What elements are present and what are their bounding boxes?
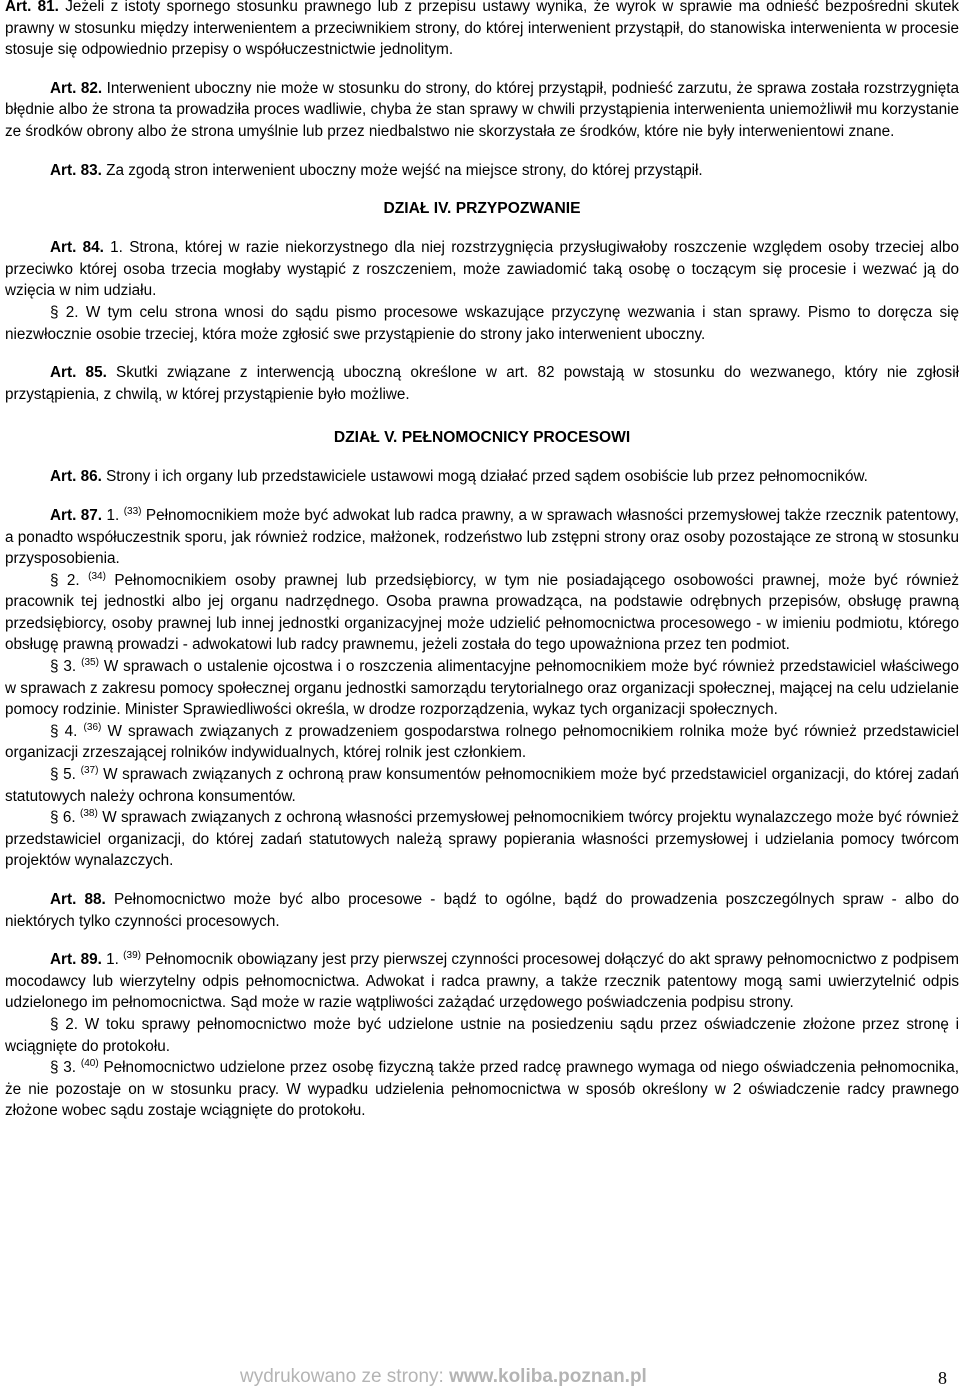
article-88: [5, 889, 959, 932]
article-text: Jeżeli z istoty spornego stosunku prawnego lub z przepisu ustawy wynika, że wyrok w sprawie ma odnieść bezpośredni skutek prawny w stosunku między interwenientem a przeciwnikiem strony, do której interwenient przystąpił, do stanowiska interwenienta w procesie stosuje się odpowiednio przepisy o współuczestnictwie jednolitym.: [5, 0, 959, 59]
paragraph-number: 1.: [106, 951, 119, 969]
paragraph-number: § 6.: [50, 809, 76, 827]
page-footer: [0, 1366, 960, 1396]
footnote-ref: (33): [123, 505, 142, 517]
paragraph-text: W sprawach związanych z ochroną praw konsumentów pełnomocnikiem może być przedstawiciel organizacji, do której zadań statutowych należy ochrona konsumentów.: [5, 766, 960, 805]
article-label: Art. 84.: [50, 239, 104, 257]
section-heading-dzial-v: DZIAŁ V. PEŁNOMOCNICY PROCESOWI: [333, 429, 631, 447]
article-label: Art. 85.: [50, 364, 107, 382]
paragraph-text: Pełnomocnikiem może być adwokat lub radca prawny, a w sprawach własności przemysłowej także rzecznik patentowy, a ponadto współuczestnik sporu, jak również rodzice, małżonek, rodzeństwo lub zstępni strony oraz osoby pozostające ze stroną w stosunku przysposobienia.: [5, 506, 960, 568]
article-84-paragraph-2: [5, 302, 959, 345]
article-87-paragraph-2: [5, 570, 959, 656]
article-89-paragraph-3: [5, 1057, 959, 1122]
article-82: [5, 78, 959, 143]
paragraph-number: § 2.: [50, 571, 80, 589]
page-number: 8: [938, 1368, 947, 1388]
article-83: [5, 160, 959, 182]
footnote-ref: (40): [80, 1058, 99, 1070]
footnote-ref: (34): [88, 570, 106, 582]
footnote-ref: (38): [80, 808, 98, 820]
paragraph-text: Pełnomocnictwo udzielone przez osobę fizyczną także przed radcę prawnego wymaga od niego oświadczenia pełnomocnika, że nie pozostaje on w stosunku pracy. W wypadku udzielenia pełnomocnictwa w sposób określony w 2 oświadczenie radcy prawnego złożone wobec sądu zostaje wciągnięte do protokołu.: [5, 1059, 960, 1120]
paragraph-text: W sprawach o ustalenie ojcostwa i o roszczenia alimentacyjne pełnomocnikiem może być również przedstawiciel właściwego w sprawach z zakresu pomocy społecznej organu jednostki samorządu terytorialnego oraz organizacji społecznej, mającej na celu udzielanie pomocy rodzinie. Minister Sprawiedliwości określa, w drodze rozporządzenia, wykaz tych organizacji społecznych.: [5, 658, 960, 719]
article-text: Za zgodą stron interwenient uboczny może wejść na miejsce strony, do której przystąpił.: [106, 161, 703, 179]
printed-from-label: wydrukowano ze strony:: [240, 1366, 450, 1387]
article-87-paragraph-6: [5, 807, 959, 872]
article-89: [5, 949, 959, 1014]
paragraph-text: Pełnomocnikiem osoby prawnej lub przedsiębiorcy, w tym nie posiadającego osobowości prawnej, może być również pracownik tej jednostki albo jej organu nadrzędnego. Osoba prawna prowadząca, na podstawie odrębnych przepisów, obsługę prawną przedsiębiorcy, osoby prawnej lub innej jednostki organizacyjnej może udzielić pełnomocnictwa procesowego - w imieniu podmiotu, którego obsługę prawną prowadzi - adwokatowi lub radcy prawnemu, jeżeli została do tego upoważniona przez ten podmiot.: [5, 571, 959, 654]
paragraph-number: § 4.: [50, 722, 78, 740]
section-heading-dzial-iv: DZIAŁ IV. PRZYPOZWANIE: [383, 200, 581, 218]
article-87-paragraph-5: [5, 764, 959, 807]
paragraph-number: § 5.: [50, 766, 76, 784]
printed-from-notice: [240, 1366, 647, 1388]
article-81: [5, 0, 959, 61]
article-text: Interwenient uboczny nie może w stosunku do strony, do której przystąpił, podnieść zarzutu, że sprawa została rozstrzygnięta błędnie albo że strona ta prowadziła proces wadliwie, chyba że stan sprawy w chwili przystąpienia interwenienta uniemożliwił mu korzystanie ze środków obrony albo że strona umyślnie lub przez niedbalstwo nie skorzystała ze środków, które nie były interwenientowi znane.: [5, 79, 960, 140]
footnote-ref: (36): [83, 721, 102, 733]
footnote-ref: (37): [80, 765, 99, 777]
article-label: Art. 87.: [50, 506, 103, 524]
article-label: Art. 81.: [5, 0, 59, 15]
article-label: Art. 83.: [50, 161, 102, 179]
paragraph-number: 1.: [110, 239, 123, 257]
paragraph-text: W sprawach związanych z prowadzeniem gospodarstwa rolnego pełnomocnikiem rolnika może być również przedstawiciel organizacji zrzeszającej rolników indywidualnych, której rolnik jest członkiem.: [5, 722, 960, 762]
paragraph-number: § 3.: [50, 658, 77, 676]
paragraph-text: W tym celu strona wnosi do sądu pismo procesowe wskazujące przyczynę wezwania i stan sprawy. Pismo to doręcza się niezwłocznie osobie trzeciej, która może zgłosić swe przystąpienie do strony jako interwenient uboczny.: [5, 303, 960, 343]
paragraph-text: W toku sprawy pełnomocnictwo może być udzielone ustnie na posiedzeniu sądu przez oświadczenie złożone przez stronę i wciągnięte do protokołu.: [5, 1015, 960, 1055]
article-text: Strony i ich organy lub przedstawiciele ustawowi mogą działać przed sądem osobiście lub przez pełnomocników.: [106, 468, 868, 486]
footnote-ref: (39): [123, 950, 141, 962]
article-87-paragraph-4: [5, 721, 959, 764]
article-84: [5, 237, 959, 302]
article-86: [5, 466, 959, 488]
paragraph-number: § 3.: [50, 1059, 77, 1077]
paragraph-text: Strona, której w razie niekorzystnego dla niej rozstrzygnięcia przysługiwałoby roszczenie względem osoby trzeciej albo przeciwko której osoba trzecia mogłaby wystąpić z roszczeniem, może zawiadomić taką osobę o toczącym się procesie i wezwać ją do wzięcia w nim udziału.: [5, 239, 960, 300]
paragraph-number: § 2.: [50, 1015, 79, 1033]
paragraph-text: W sprawach związanych z ochroną własności przemysłowej pełnomocnikiem twórcy projektu wynalazczego może być również przedstawiciel organizacji, do której zadań statutowych należą sprawy popierania własności przemysłowej i udzielania pomocy twórcom projektów wynalazczych.: [5, 809, 960, 870]
article-text: Skutki związane z interwencją uboczną określone w art. 82 powstają w stosunku do wezwanego, który nie zgłosił przystąpienia, z chwilą, w której przystąpienie było możliwe.: [5, 364, 960, 403]
paragraph-number: § 2.: [50, 303, 79, 321]
article-label: Art. 88.: [50, 891, 106, 908]
article-label: Art. 86.: [50, 468, 102, 486]
article-87: [5, 505, 959, 570]
site-link[interactable]: www.koliba.poznan.pl: [449, 1366, 647, 1387]
article-87-paragraph-3: [5, 656, 959, 721]
document-page: [5, 0, 959, 1122]
footnote-ref: (35): [81, 657, 99, 669]
article-text: Pełnomocnictwo może być albo procesowe - bądź to ogólne, bądź do prowadzenia poszczególnych spraw - albo do niektórych tylko czynności procesowych.: [5, 891, 959, 930]
article-85: [5, 362, 959, 405]
paragraph-text: Pełnomocnik obowiązany jest przy pierwszej czynności procesowej dołączyć do akt sprawy pełnomocnictwo z podpisem mocodawcy lub wierzytelny odpis pełnomocnictwa. Adwokat i radca prawny, a także rzecznik patentowy mogą sami uwierzytelnić odpis udzielonego im pełnomocnictwa. Sąd może w razie wątpliwości zażądać urzędowego poświadczenia podpisu strony.: [5, 951, 960, 1012]
article-label: Art. 82.: [50, 79, 103, 97]
article-89-paragraph-2: [5, 1014, 959, 1057]
article-label: Art. 89.: [50, 951, 102, 969]
paragraph-number: 1.: [106, 506, 120, 524]
